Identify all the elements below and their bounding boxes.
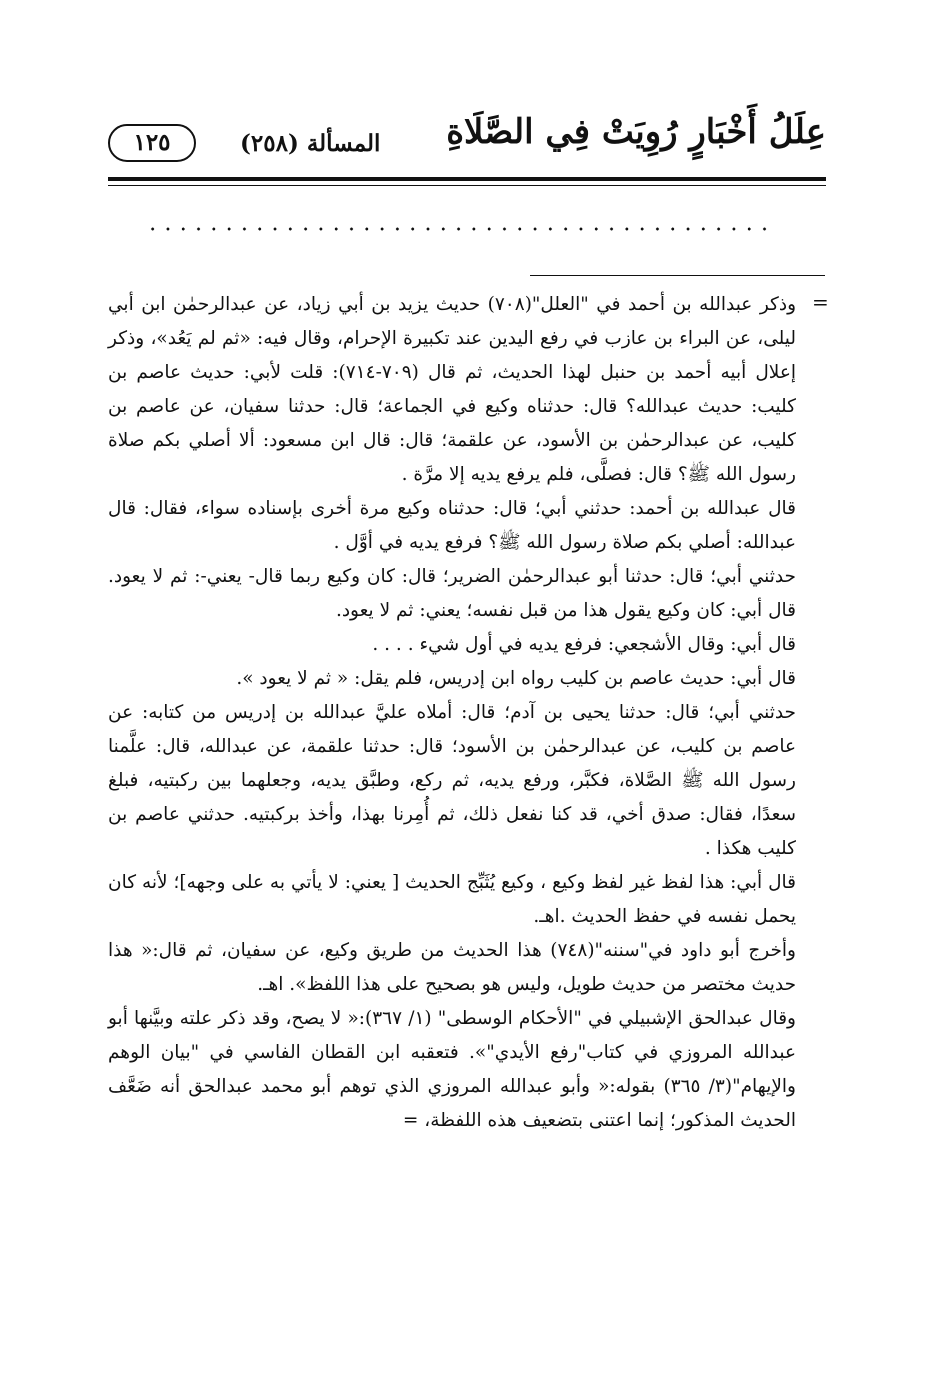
paragraph: وقال عبدالحق الإشبيلي في "الأحكام الوسطى" (١/ ٣٦٧):« لا يصح، وقد ذكر علته وبيَّنها أبو عبدالله المروزي في كتاب"رفع الأيدي"». فتعقبه ابن القطان الفاسي في "بيان الوهم والإيهام"(٣/ ٣٦٥) بقوله:« وأبو عبدالله المروزي الذي توهم أبو محمد عبدالحق أنه ضَعَّف الحديث المذكور؛ إنما اعتنى بتضعيف هذه اللفظة، = <box>108 1008 796 1131</box>
running-header <box>108 112 826 176</box>
paragraph: قال عبدالله بن أحمد: حدثني أبي؛ قال: حدثناه وكيع مرة أخرى بإسناده سواء، فقال: قال عبدالله: أصلي بكم صلاة رسول الله ﷺ؟ فرفع يديه في أوَّل . <box>108 498 796 553</box>
footnote-text <box>108 288 796 1138</box>
issue-label: المسألة (٢٥٨) <box>240 130 381 157</box>
continuation-mark: = <box>812 290 829 314</box>
paragraph: حدثني أبي؛ قال: حدثنا أبو عبدالرحمٰن الضرير؛ قال: كان وكيع ربما قال- يعني-: ثم لا يعود. قال أبي: كان وكيع يقول هذا من قبل نفسه؛ يعني: ثم لا يعود. <box>108 566 796 621</box>
dotted-separator <box>145 224 775 234</box>
page-number: ١٢٥ <box>108 124 196 162</box>
paragraph: قال أبي: وقال الأشجعي: فرفع يديه في أول شيء . . . . <box>372 634 796 655</box>
paragraph: قال أبي: حديث عاصم بن كليب رواه ابن إدريس، فلم يقل: « ثم لا يعود ». <box>236 668 796 689</box>
header-rule-thin <box>108 185 826 186</box>
paragraph: وأخرج أبو داود في"سننه"(٧٤٨) هذا الحديث من طريق وكيع، عن سفيان، ثم قال:« هذا حديث مختصر من حديث طويل، وليس هو بصحيح على هذا اللفظ». اهـ. <box>108 940 796 995</box>
footnote-separator <box>530 275 825 276</box>
book-title: عِلَلُ أَخْبَارٍ رُوِيَتْ فِي الصَّلَاةِ <box>446 112 826 152</box>
header-rule-thick <box>108 177 826 181</box>
paragraph: قال أبي: هذا لفظ غير لفظ وكيع ، وكيع يُثَبِّج الحديث [ يعني: لا يأتي به على وجهه]؛ لأنه كان يحمل نفسه في حفظ الحديث .اهـ. <box>108 872 796 927</box>
paragraph: وذكر عبدالله بن أحمد في "العلل"(٧٠٨) حديث يزيد بن أبي زياد، عن عبدالرحمٰن ابن أبي ليلى، عن البراء بن عازب في رفع اليدين عند تكبيرة الإحرام، وقال فيه: «ثم لم يَعُد»، وذكر إعلال أبيه أحمد بن حنبل لهذا الحديث، ثم قال (٧٠٩-٧١٤): قلت لأبي: حديث عاصم بن كليب: حديث عبدالله؟ قال: حدثناه وكيع في الجماعة؛ قال: حدثنا سفيان، عن عاصم بن كليب، عن عبدالرحمٰن بن الأسود، عن علقمة؛ قال: قال ابن مسعود: ألا أصلي بكم صلاة رسول الله ﷺ؟ قال: فصلَّى، فلم يرفع يديه إلا مرَّة . <box>108 294 797 485</box>
paragraph: حدثني أبي؛ قال: حدثنا يحيى بن آدم؛ قال: أملاه عليَّ عبدالله بن إدريس من كتابه: عن عاصم بن كليب، عن عبدالرحمٰن بن الأسود؛ قال: حدثنا علقمة، عن عبدالله، قال: علَّمنا رسول الله ﷺ الصَّلاة، فكبَّر، ورفع يديه، ثم ركع، وطبَّق يديه، وجعلهما بين ركبتيه، فبلغ سعدًا، فقال: صدق أخي، قد كنا نفعل ذلك، ثم أُمِرنا بهذا، وأخذ بركبتيه. حدثني عاصم بن كليب هكذا . <box>108 702 797 859</box>
